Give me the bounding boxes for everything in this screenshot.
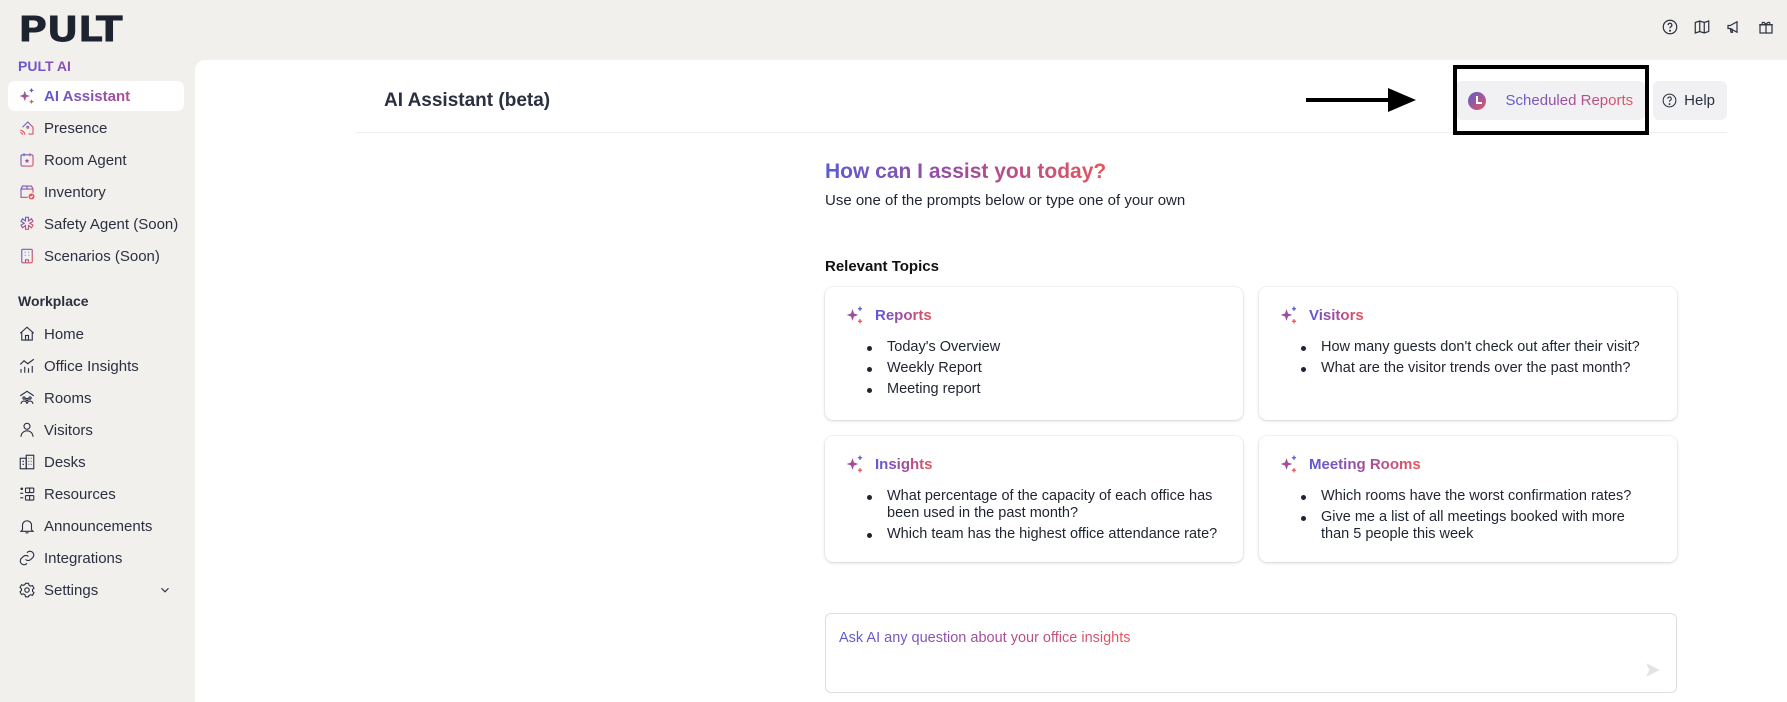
- topic-card-title[interactable]: Insights: [875, 455, 933, 473]
- main-panel: [195, 60, 1787, 702]
- sidebar-item-desks[interactable]: [8, 447, 184, 477]
- topic-card-reports: [825, 287, 1243, 420]
- page-title: AI Assistant (beta): [384, 90, 551, 111]
- ask-ai-placeholder[interactable]: Ask AI any question about your office insights: [839, 630, 1131, 646]
- sidebar-item-ai-assistant[interactable]: [8, 81, 184, 111]
- chevron-down-icon[interactable]: [158, 583, 172, 597]
- safety-icon: [18, 215, 36, 233]
- workplace-section-label: Workplace: [18, 293, 89, 309]
- prompt-item[interactable]: Today's Overview: [867, 339, 1223, 356]
- sidebar-item-safety-agent[interactable]: [8, 209, 184, 239]
- sidebar: [0, 58, 190, 607]
- sidebar-item-label: Office Insights: [44, 357, 139, 375]
- presence-icon: [18, 119, 36, 137]
- sidebar-item-announcements[interactable]: [8, 511, 184, 541]
- topic-card-title[interactable]: Meeting Rooms: [1309, 455, 1421, 473]
- hero-title: How can I assist you today?: [825, 160, 1107, 183]
- sidebar-item-label: AI Assistant: [44, 88, 184, 105]
- rooms-icon: [18, 389, 36, 407]
- relevant-topics-label: Relevant Topics: [825, 258, 939, 275]
- home-icon: [18, 325, 36, 343]
- sidebar-item-integrations[interactable]: [8, 543, 184, 573]
- inventory-icon: [18, 183, 36, 201]
- sidebar-item-label: Presence: [44, 119, 108, 137]
- map-icon[interactable]: [1693, 18, 1711, 36]
- sidebar-item-label: Inventory: [44, 183, 106, 201]
- prompt-item[interactable]: Which rooms have the worst confirmation rates?: [1301, 488, 1657, 505]
- sidebar-item-inventory[interactable]: [8, 177, 184, 207]
- help-label: Help: [1684, 92, 1715, 109]
- bell-icon: [18, 517, 36, 535]
- sidebar-item-label: Integrations: [44, 549, 123, 567]
- sparkles-icon: [18, 87, 36, 105]
- sidebar-item-settings[interactable]: [8, 575, 184, 605]
- resources-icon: [18, 485, 36, 503]
- help-button[interactable]: [1653, 81, 1727, 120]
- scheduled-reports-label: Scheduled Reports: [1505, 92, 1634, 109]
- sidebar-item-home[interactable]: [8, 319, 184, 349]
- megaphone-icon[interactable]: [1725, 18, 1743, 36]
- sidebar-item-rooms[interactable]: [8, 383, 184, 413]
- link-icon: [18, 549, 36, 567]
- sidebar-item-label: Home: [44, 325, 85, 343]
- pult-logo[interactable]: PULT: [18, 9, 122, 51]
- help-circle-icon: [1661, 92, 1678, 109]
- prompt-item[interactable]: Weekly Report: [867, 360, 1223, 377]
- gear-icon: [18, 581, 36, 599]
- topic-card-visitors: [1259, 287, 1677, 420]
- user-icon: [18, 421, 36, 439]
- sidebar-item-presence[interactable]: [8, 113, 184, 143]
- sparkles-icon: [845, 305, 865, 325]
- topic-card-meeting-rooms: [1259, 436, 1677, 562]
- sparkles-icon: [1279, 454, 1299, 474]
- sidebar-item-label: Visitors: [44, 421, 93, 439]
- sidebar-item-room-agent[interactable]: [8, 145, 184, 175]
- chart-icon: [18, 357, 36, 375]
- top-toolbar: [1661, 18, 1775, 36]
- pult-ai-section-label: PULT AI: [0, 58, 190, 74]
- help-circle-icon[interactable]: [1661, 18, 1679, 36]
- building-icon: [18, 247, 36, 265]
- prompt-item[interactable]: Meeting report: [867, 381, 1223, 398]
- prompt-item[interactable]: Which team has the highest office attendance rate?: [867, 526, 1223, 543]
- hero-subtitle: Use one of the prompts below or type one of your own: [825, 192, 1186, 209]
- sidebar-item-label: Resources: [44, 485, 116, 503]
- sidebar-item-label: Settings: [44, 581, 99, 599]
- sidebar-item-visitors[interactable]: [8, 415, 184, 445]
- sidebar-item-label: Desks: [44, 453, 86, 471]
- topic-card-insights: [825, 436, 1243, 562]
- sidebar-item-label: Rooms: [44, 389, 92, 407]
- sidebar-item-resources[interactable]: [8, 479, 184, 509]
- sidebar-item-scenarios[interactable]: [8, 241, 184, 271]
- prompt-item[interactable]: How many guests don't check out after their visit?: [1301, 339, 1657, 356]
- sparkles-icon: [1279, 305, 1299, 325]
- sidebar-item-label: Scenarios (Soon): [44, 247, 160, 265]
- annotation-highlight-box: [1453, 65, 1649, 135]
- sparkles-icon: [845, 454, 865, 474]
- topic-card-title[interactable]: Reports: [875, 306, 932, 324]
- sidebar-item-office-insights[interactable]: [8, 351, 184, 381]
- prompt-item[interactable]: What percentage of the capacity of each office has been used in the past month?: [867, 488, 1223, 522]
- send-icon[interactable]: [1644, 661, 1662, 679]
- sidebar-item-label: Room Agent: [44, 151, 127, 169]
- sidebar-item-label: Announcements: [44, 517, 153, 535]
- annotation-arrow-icon: [1306, 88, 1416, 112]
- prompt-item[interactable]: What are the visitor trends over the past month?: [1301, 360, 1657, 377]
- gift-icon[interactable]: [1757, 18, 1775, 36]
- calendar-star-icon: [18, 151, 36, 169]
- sidebar-item-label: Safety Agent (Soon): [44, 215, 179, 233]
- ask-ai-input[interactable]: [825, 613, 1677, 693]
- topic-card-title[interactable]: Visitors: [1309, 306, 1364, 324]
- desks-icon: [18, 453, 36, 471]
- prompt-item[interactable]: Give me a list of all meetings booked with more than 5 people this week: [1301, 509, 1657, 543]
